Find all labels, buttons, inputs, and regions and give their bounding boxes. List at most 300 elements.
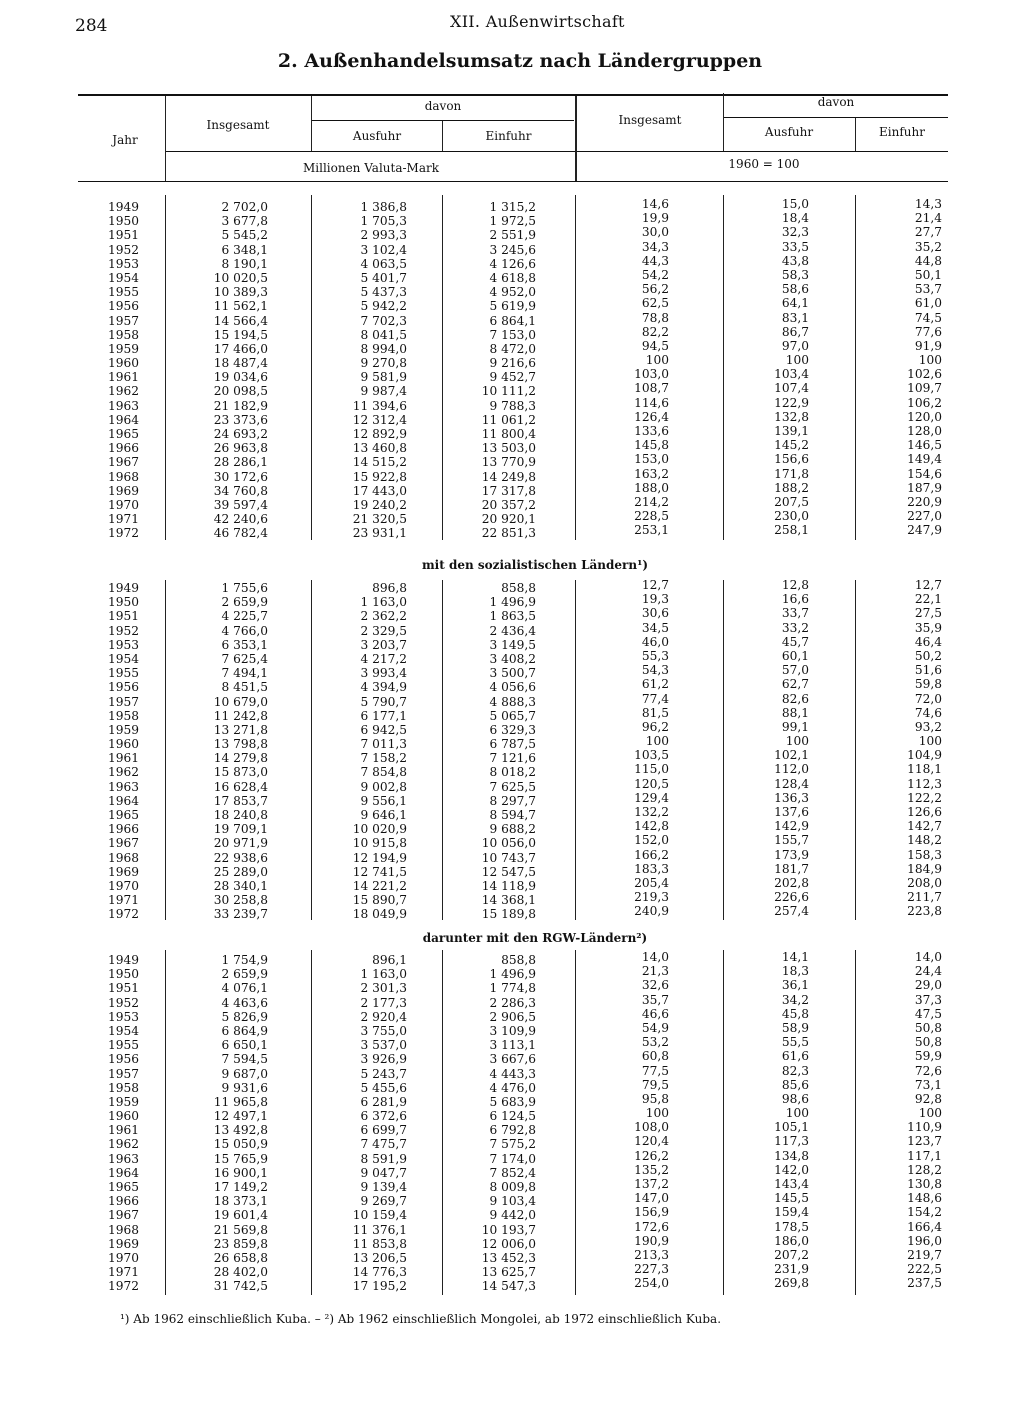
index-einfuhr-cell: 208,0: [907, 875, 942, 890]
header-divider: [723, 93, 724, 151]
index-insgesamt-cell: 30,0: [641, 225, 669, 240]
table-row: [0, 381, 1024, 399]
ausfuhr-cell: 9 047,7: [360, 1165, 407, 1180]
table-row: [0, 847, 1024, 865]
year-cell: 1954: [108, 270, 140, 285]
einfuhr-cell: 1 774,8: [489, 981, 536, 996]
index-insgesamt-cell: 152,0: [634, 833, 669, 848]
einfuhr-cell: 10 111,2: [481, 384, 536, 399]
insgesamt-cell: 4 225,7: [221, 609, 268, 624]
index-insgesamt-cell: 32,6: [641, 978, 669, 993]
year-cell: 1953: [108, 256, 140, 271]
einfuhr-cell: 5 683,9: [489, 1094, 536, 1109]
index-ausfuhr-cell: 88,1: [781, 705, 809, 720]
year-cell: 1969: [108, 483, 140, 498]
year-cell: 1952: [108, 242, 140, 257]
insgesamt-cell: 17 853,7: [213, 793, 268, 808]
einfuhr-cell: 7 153,0: [489, 327, 536, 342]
insgesamt-cell: 28 402,0: [213, 1265, 268, 1280]
index-insgesamt-cell: 137,2: [634, 1177, 669, 1191]
insgesamt-cell: 19 034,6: [213, 370, 268, 385]
index-einfuhr-cell: 14,0: [914, 950, 942, 964]
ausfuhr-cell: 3 203,7: [360, 637, 407, 652]
index-ausfuhr-cell: 107,4: [774, 381, 809, 396]
year-cell: 1955: [108, 285, 140, 300]
year-cell: 1968: [108, 1222, 140, 1237]
ausfuhr-cell: 10 915,8: [352, 836, 407, 851]
einfuhr-cell: 20 357,2: [481, 497, 536, 512]
index-insgesamt-cell: 129,4: [634, 790, 669, 805]
index-ausfuhr-cell: 128,4: [774, 776, 809, 791]
index-ausfuhr-cell: 33,7: [781, 606, 809, 621]
year-cell: 1967: [108, 836, 140, 851]
index-ausfuhr-cell: 142,0: [774, 1162, 809, 1177]
index-insgesamt-cell: 81,5: [641, 705, 669, 720]
table-row: [0, 1148, 1024, 1166]
ausfuhr-cell: 6 281,9: [360, 1094, 407, 1109]
insgesamt-cell: 20 098,5: [213, 384, 268, 399]
einfuhr-cell: 9 103,4: [489, 1194, 536, 1209]
ausfuhr-cell: 2 920,4: [360, 1009, 407, 1024]
year-cell: 1963: [108, 779, 140, 794]
year-cell: 1957: [108, 313, 140, 328]
table-row: [0, 833, 1024, 851]
ausfuhr-cell: 12 892,9: [352, 427, 407, 441]
einfuhr-cell: 3 149,5: [489, 637, 536, 652]
index-einfuhr-cell: 74,6: [914, 705, 942, 720]
index-einfuhr-cell: 237,5: [907, 1276, 942, 1291]
index-einfuhr-cell: 72,6: [914, 1063, 942, 1078]
year-cell: 1959: [108, 722, 140, 737]
index-ausfuhr-cell: 188,2: [774, 480, 809, 495]
insgesamt-cell: 21 569,8: [213, 1222, 268, 1237]
ausfuhr-cell: 6 177,1: [360, 708, 407, 723]
table-title: 2. Außenhandelsumsatz nach Ländergruppen: [277, 50, 763, 72]
index-ausfuhr-cell: 226,6: [774, 890, 809, 905]
table-row: [0, 1177, 1024, 1194]
index-ausfuhr-cell: 18,4: [781, 211, 809, 226]
year-cell: 1962: [108, 765, 140, 780]
einfuhr-cell: 4 618,8: [489, 270, 536, 285]
index-ausfuhr-cell: 171,8: [774, 466, 809, 481]
ausfuhr-cell: 896,8: [372, 581, 407, 595]
ausfuhr-cell: 14 221,2: [352, 878, 407, 893]
table-row: [0, 1262, 1024, 1280]
insgesamt-cell: 26 963,8: [213, 441, 268, 456]
insgesamt-cell: 4 766,0: [221, 623, 268, 638]
index-insgesamt-cell: 115,0: [634, 762, 669, 777]
index-insgesamt-cell: 214,2: [634, 494, 669, 509]
ausfuhr-cell: 12 312,4: [352, 412, 407, 427]
ausfuhr-cell: 10 020,9: [352, 822, 407, 837]
einfuhr-cell: 8 297,7: [489, 793, 536, 808]
index-einfuhr-cell: 27,5: [914, 606, 942, 621]
einfuhr-cell: 22 851,3: [481, 526, 536, 541]
header-einfuhr-left: Einfuhr: [485, 129, 532, 143]
header-bottom-rule: [78, 181, 948, 182]
index-einfuhr-cell: 106,2: [907, 395, 942, 410]
table-row: [0, 324, 1024, 342]
insgesamt-cell: 28 286,1: [213, 455, 268, 470]
table-row: [0, 964, 1024, 982]
index-einfuhr-cell: 29,0: [914, 978, 942, 993]
year-cell: 1954: [108, 651, 140, 666]
index-ausfuhr-cell: 33,2: [781, 620, 809, 635]
einfuhr-cell: 4 443,3: [489, 1066, 536, 1081]
index-ausfuhr-cell: 137,6: [774, 805, 809, 819]
index-insgesamt-cell: 35,7: [641, 992, 669, 1007]
insgesamt-cell: 11 562,1: [213, 299, 268, 314]
index-ausfuhr-cell: 12,8: [781, 578, 809, 592]
einfuhr-cell: 2 436,4: [489, 623, 536, 638]
index-einfuhr-cell: 22,1: [914, 592, 942, 607]
index-einfuhr-cell: 227,0: [907, 509, 942, 524]
year-cell: 1960: [108, 737, 140, 752]
table-row: [0, 705, 1024, 723]
index-ausfuhr-cell: 257,4: [774, 904, 809, 919]
einfuhr-cell: 3 667,6: [489, 1052, 536, 1067]
index-ausfuhr-cell: 100: [785, 1106, 809, 1121]
year-cell: 1972: [108, 907, 140, 922]
einfuhr-cell: 13 503,0: [481, 441, 536, 456]
einfuhr-cell: 9 688,2: [489, 822, 536, 837]
index-insgesamt-cell: 14,6: [641, 197, 669, 211]
year-cell: 1965: [108, 808, 140, 822]
ausfuhr-cell: 896,1: [372, 953, 407, 967]
index-einfuhr-cell: 154,2: [907, 1205, 942, 1220]
index-insgesamt-cell: 78,8: [641, 310, 669, 325]
index-einfuhr-cell: 130,8: [907, 1177, 942, 1191]
year-cell: 1972: [108, 526, 140, 541]
einfuhr-cell: 1 496,9: [489, 967, 536, 982]
einfuhr-cell: 5 065,7: [489, 708, 536, 723]
insgesamt-cell: 1 754,9: [221, 953, 268, 967]
einfuhr-cell: 15 189,8: [481, 907, 536, 922]
year-cell: 1951: [108, 981, 140, 996]
ausfuhr-cell: 5 942,2: [360, 299, 407, 314]
index-einfuhr-cell: 74,5: [914, 310, 942, 325]
table-row: [0, 239, 1024, 257]
table-row: [0, 1134, 1024, 1152]
insgesamt-cell: 7 625,4: [221, 651, 268, 666]
year-cell: 1966: [108, 441, 140, 456]
ausfuhr-cell: 21 320,5: [352, 512, 407, 527]
index-einfuhr-cell: 35,9: [914, 620, 942, 635]
einfuhr-cell: 6 787,5: [489, 737, 536, 752]
ausfuhr-cell: 5 455,6: [360, 1080, 407, 1095]
ausfuhr-cell: 1 163,0: [360, 595, 407, 610]
index-einfuhr-cell: 73,1: [914, 1077, 942, 1092]
index-ausfuhr-cell: 98,6: [781, 1091, 809, 1106]
ausfuhr-cell: 7 475,7: [360, 1137, 407, 1152]
ausfuhr-cell: 8 994,0: [360, 341, 407, 356]
page-number: 284: [75, 16, 108, 36]
table-row: [0, 452, 1024, 470]
year-cell: 1966: [108, 1194, 140, 1209]
davon-left-rule: [312, 120, 574, 121]
index-ausfuhr-cell: 156,6: [774, 452, 809, 467]
einfuhr-cell: 12 006,0: [481, 1236, 536, 1251]
index-insgesamt-cell: 120,4: [634, 1134, 669, 1149]
index-einfuhr-cell: 50,2: [914, 648, 942, 663]
ausfuhr-cell: 1 163,0: [360, 967, 407, 982]
index-insgesamt-cell: 153,0: [634, 452, 669, 467]
index-insgesamt-cell: 100: [645, 734, 669, 749]
year-cell: 1958: [108, 327, 140, 342]
index-insgesamt-cell: 227,3: [634, 1262, 669, 1277]
insgesamt-cell: 22 938,6: [213, 850, 268, 865]
index-einfuhr-cell: 148,2: [907, 833, 942, 848]
index-insgesamt-cell: 114,6: [634, 395, 669, 410]
index-einfuhr-cell: 120,0: [907, 409, 942, 424]
index-ausfuhr-cell: 16,6: [781, 592, 809, 607]
table-row: [0, 1219, 1024, 1237]
insgesamt-cell: 7 494,1: [221, 666, 268, 681]
table-row: [0, 1120, 1024, 1138]
index-ausfuhr-cell: 82,3: [781, 1063, 809, 1078]
index-insgesamt-cell: 166,2: [634, 847, 669, 862]
insgesamt-cell: 8 451,5: [221, 680, 268, 695]
index-insgesamt-cell: 14,0: [641, 950, 669, 964]
index-insgesamt-cell: 172,6: [634, 1219, 669, 1234]
index-ausfuhr-cell: 136,3: [774, 790, 809, 805]
year-cell: 1957: [108, 694, 140, 709]
table-row: [0, 211, 1024, 229]
insgesamt-cell: 46 782,4: [213, 526, 268, 541]
index-einfuhr-cell: 128,2: [907, 1162, 942, 1177]
einfuhr-cell: 6 792,8: [489, 1123, 536, 1138]
index-ausfuhr-cell: 58,6: [781, 282, 809, 297]
year-cell: 1949: [108, 581, 140, 595]
table-row: [0, 762, 1024, 780]
index-insgesamt-cell: 108,0: [634, 1120, 669, 1135]
index-ausfuhr-cell: 155,7: [774, 833, 809, 848]
year-cell: 1969: [108, 1236, 140, 1251]
index-ausfuhr-cell: 86,7: [781, 324, 809, 339]
einfuhr-cell: 11 061,2: [481, 412, 536, 427]
index-insgesamt-cell: 62,5: [641, 296, 669, 311]
index-einfuhr-cell: 59,9: [914, 1049, 942, 1064]
ausfuhr-cell: 9 270,8: [360, 356, 407, 371]
einfuhr-cell: 858,8: [501, 581, 536, 595]
einfuhr-cell: 7 625,5: [489, 779, 536, 794]
index-ausfuhr-cell: 58,3: [781, 267, 809, 282]
year-cell: 1971: [108, 893, 140, 908]
index-einfuhr-cell: 220,9: [907, 494, 942, 509]
ausfuhr-cell: 9 139,4: [360, 1180, 407, 1194]
insgesamt-cell: 2 659,9: [221, 967, 268, 982]
index-einfuhr-cell: 146,5: [907, 438, 942, 453]
insgesamt-cell: 5 826,9: [221, 1009, 268, 1024]
table-row: [0, 253, 1024, 271]
header-ausfuhr-right: Ausfuhr: [764, 125, 814, 139]
index-einfuhr-cell: 187,9: [907, 480, 942, 495]
index-einfuhr-cell: 61,0: [914, 296, 942, 311]
header-unit-left: Millionen Valuta-Mark: [302, 161, 439, 175]
index-einfuhr-cell: 117,1: [907, 1148, 942, 1163]
year-cell: 1964: [108, 1165, 140, 1180]
table-row: [0, 1020, 1024, 1038]
table-row: [0, 950, 1024, 967]
header-ausfuhr-left: Ausfuhr: [352, 129, 402, 143]
year-cell: 1954: [108, 1023, 140, 1038]
index-einfuhr-cell: 184,9: [907, 861, 942, 876]
index-einfuhr-cell: 12,7: [914, 578, 942, 592]
ausfuhr-cell: 17 195,2: [352, 1279, 407, 1294]
index-ausfuhr-cell: 99,1: [781, 719, 809, 734]
table-row: [0, 523, 1024, 541]
header-insgesamt-right: Insgesamt: [618, 113, 682, 127]
year-cell: 1963: [108, 1151, 140, 1166]
index-insgesamt-cell: 12,7: [641, 578, 669, 592]
table-row: [0, 466, 1024, 484]
ausfuhr-cell: 7 011,3: [360, 737, 407, 752]
table-row: [0, 819, 1024, 837]
insgesamt-cell: 13 271,8: [213, 722, 268, 737]
index-insgesamt-cell: 205,4: [634, 875, 669, 890]
index-insgesamt-cell: 19,3: [641, 592, 669, 607]
insgesamt-cell: 31 742,5: [213, 1279, 268, 1294]
index-einfuhr-cell: 100: [918, 734, 942, 749]
insgesamt-cell: 19 709,1: [213, 822, 268, 837]
index-einfuhr-cell: 142,7: [907, 819, 942, 834]
einfuhr-cell: 17 317,8: [481, 483, 536, 498]
index-einfuhr-cell: 222,5: [907, 1262, 942, 1277]
insgesamt-cell: 7 594,5: [221, 1052, 268, 1067]
index-ausfuhr-cell: 178,5: [774, 1219, 809, 1234]
ausfuhr-cell: 2 993,3: [360, 228, 407, 243]
ausfuhr-cell: 9 987,4: [360, 384, 407, 399]
index-einfuhr-cell: 102,6: [907, 367, 942, 382]
ausfuhr-cell: 13 206,5: [352, 1250, 407, 1265]
index-insgesamt-cell: 34,5: [641, 620, 669, 635]
ausfuhr-cell: 10 159,4: [352, 1208, 407, 1223]
einfuhr-cell: 3 113,1: [489, 1038, 536, 1053]
table-row: [0, 296, 1024, 314]
index-insgesamt-cell: 95,8: [641, 1091, 669, 1106]
einfuhr-cell: 6 864,1: [489, 313, 536, 328]
table-row: [0, 748, 1024, 766]
table-row: [0, 691, 1024, 709]
table-row: [0, 776, 1024, 794]
year-cell: 1961: [108, 751, 140, 766]
ausfuhr-cell: 2 301,3: [360, 981, 407, 996]
index-ausfuhr-cell: 60,1: [781, 648, 809, 663]
insgesamt-cell: 13 798,8: [213, 737, 268, 752]
year-cell: 1970: [108, 497, 140, 512]
table-row: [0, 578, 1024, 595]
einfuhr-cell: 4 476,0: [489, 1080, 536, 1095]
index-ausfuhr-cell: 36,1: [781, 978, 809, 993]
index-ausfuhr-cell: 14,1: [781, 950, 809, 964]
einfuhr-cell: 8 018,2: [489, 765, 536, 780]
ausfuhr-cell: 11 376,1: [352, 1222, 407, 1237]
header-divider: [165, 96, 166, 181]
index-einfuhr-cell: 158,3: [907, 847, 942, 862]
index-insgesamt-cell: 156,9: [634, 1205, 669, 1220]
index-ausfuhr-cell: 85,6: [781, 1077, 809, 1092]
einfuhr-cell: 10 743,7: [481, 850, 536, 865]
index-ausfuhr-cell: 97,0: [781, 338, 809, 353]
table-row: [0, 1191, 1024, 1209]
index-insgesamt-cell: 145,8: [634, 438, 669, 453]
year-cell: 1949: [108, 200, 140, 214]
ausfuhr-cell: 4 217,2: [360, 651, 407, 666]
year-cell: 1952: [108, 623, 140, 638]
einfuhr-cell: 14 547,3: [481, 1279, 536, 1294]
year-cell: 1962: [108, 1137, 140, 1152]
insgesamt-cell: 21 182,9: [213, 398, 268, 413]
year-cell: 1960: [108, 356, 140, 371]
index-insgesamt-cell: 46,6: [641, 1006, 669, 1021]
index-einfuhr-cell: 149,4: [907, 452, 942, 467]
index-ausfuhr-cell: 83,1: [781, 310, 809, 325]
index-insgesamt-cell: 228,5: [634, 509, 669, 524]
einfuhr-cell: 12 547,5: [481, 864, 536, 879]
ausfuhr-cell: 11 853,8: [352, 1236, 407, 1251]
year-cell: 1951: [108, 609, 140, 624]
insgesamt-cell: 6 650,1: [221, 1038, 268, 1053]
ausfuhr-cell: 8 041,5: [360, 327, 407, 342]
insgesamt-cell: 14 566,4: [213, 313, 268, 328]
ausfuhr-cell: 9 581,9: [360, 370, 407, 385]
einfuhr-cell: 1 972,5: [489, 214, 536, 229]
index-insgesamt-cell: 44,3: [641, 253, 669, 268]
index-ausfuhr-cell: 100: [785, 353, 809, 368]
index-insgesamt-cell: 126,4: [634, 409, 669, 424]
year-cell: 1965: [108, 1180, 140, 1194]
insgesamt-cell: 15 873,0: [213, 765, 268, 780]
index-insgesamt-cell: 55,3: [641, 648, 669, 663]
table-row: [0, 875, 1024, 893]
einfuhr-cell: 13 770,9: [481, 455, 536, 470]
einfuhr-cell: 1 496,9: [489, 595, 536, 610]
ausfuhr-cell: 5 243,7: [360, 1066, 407, 1081]
ausfuhr-cell: 9 002,8: [360, 779, 407, 794]
index-insgesamt-cell: 103,0: [634, 367, 669, 382]
year-cell: 1972: [108, 1279, 140, 1294]
ausfuhr-cell: 15 890,7: [352, 893, 407, 908]
insgesamt-cell: 11 242,8: [213, 708, 268, 723]
einfuhr-cell: 4 952,0: [489, 285, 536, 300]
year-cell: 1956: [108, 1052, 140, 1067]
index-einfuhr-cell: 50,1: [914, 267, 942, 282]
table-row: [0, 353, 1024, 371]
index-insgesamt-cell: 103,5: [634, 748, 669, 763]
insgesamt-cell: 39 597,4: [213, 497, 268, 512]
year-cell: 1949: [108, 953, 140, 967]
index-insgesamt-cell: 77,5: [641, 1063, 669, 1078]
year-cell: 1950: [108, 595, 140, 610]
index-insgesamt-cell: 132,2: [634, 805, 669, 819]
ausfuhr-cell: 13 460,8: [352, 441, 407, 456]
davon-right-rule: [724, 117, 948, 118]
table-row: [0, 648, 1024, 666]
index-einfuhr-cell: 37,3: [914, 992, 942, 1007]
table-row: [0, 197, 1024, 214]
index-ausfuhr-cell: 57,0: [781, 663, 809, 678]
index-ausfuhr-cell: 32,3: [781, 225, 809, 240]
header-davon-left: davon: [424, 99, 462, 113]
insgesamt-cell: 15 050,9: [213, 1137, 268, 1152]
header-divider: [442, 121, 443, 151]
index-einfuhr-cell: 148,6: [907, 1191, 942, 1206]
index-ausfuhr-cell: 173,9: [774, 847, 809, 862]
ausfuhr-cell: 5 401,7: [360, 270, 407, 285]
header-unit-right: 1960 = 100: [728, 157, 800, 171]
table-row: [0, 1035, 1024, 1053]
index-insgesamt-cell: 79,5: [641, 1077, 669, 1092]
